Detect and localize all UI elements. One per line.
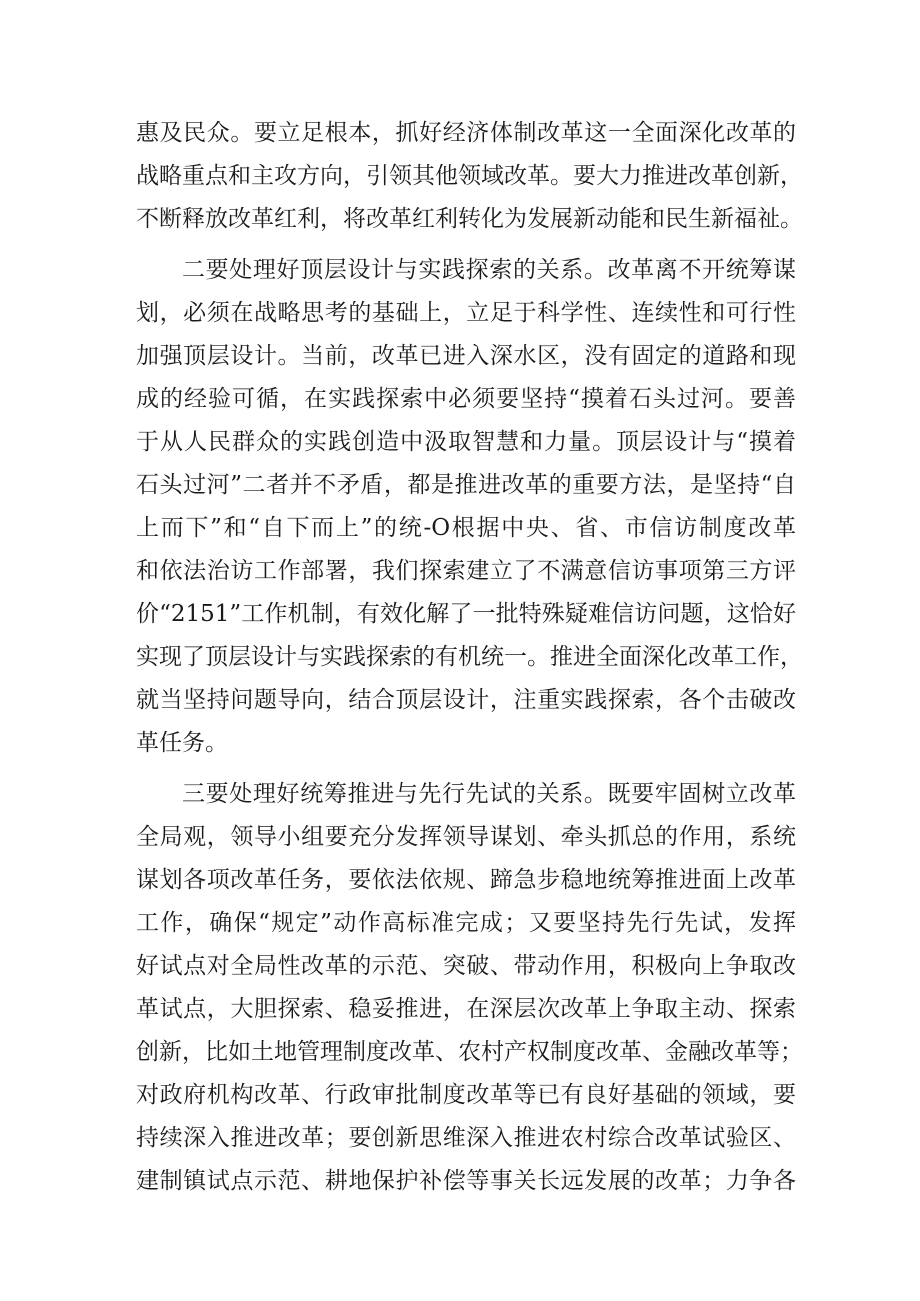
text-line: 持续深入推进改革；要创新思维深入推进农村综合改革试验区、 [136, 1125, 796, 1151]
text-line: 价“2151”工作机制，有效化解了一批特殊疑难信访问题，这恰好 [136, 601, 796, 627]
text-line: 三要处理好统筹推进与先行先试的关系。既要牢固树立改革 [182, 781, 796, 807]
text-line: 惠及民众。要立足根本，抓好经济体制改革这一全面深化改革的 [136, 120, 796, 146]
text-line: 创新，比如土地管理制度改革、农村产权制度改革、金融改革等； [136, 1039, 803, 1065]
text-line: 上而下”和“自下而上”的统-O根据中央、省、市信访制度改革 [136, 515, 796, 541]
text-line: 对政府机构改革、行政审批制度改革等已有良好基础的领域，要 [136, 1082, 796, 1108]
text-line: 加强顶层设计。当前，改革已进入深水区，没有固定的道路和现 [136, 343, 796, 369]
text-line: 石头过河”二者并不矛盾，都是推进改革的重要方法，是坚持“自 [136, 472, 796, 498]
text-line: 工作，确保“规定”动作高标准完成；又要坚持先行先试，发挥 [136, 910, 796, 936]
text-line: 和依法治访工作部署，我们探索建立了不满意信访事项第三方评 [136, 558, 796, 584]
text-line: 划，必须在战略思考的基础上，立足于科学性、连续性和可行性 [136, 300, 796, 326]
document-body [136, 112, 803, 1203]
text-line: 建制镇试点示范、耕地保护补偿等事关长远发展的改革；力争各 [136, 1168, 796, 1194]
text-line: 革试点，大胆探索、稳妥推进，在深层次改革上争取主动、探索 [136, 996, 796, 1022]
text-line: 二要处理好顶层设计与实践探索的关系。改革离不开统筹谋 [182, 257, 796, 283]
text-line: 全局观，领导小组要充分发挥领导谋划、牵头抓总的作用，系统 [136, 824, 796, 850]
text-line: 实现了顶层设计与实践探索的有机统一。推进全面深化改革工作， [136, 644, 803, 670]
text-line: 于从人民群众的实践创造中汲取智慧和力量。顶层设计与“摸着 [136, 429, 796, 455]
text-line: 成的经验可循，在实践探索中必须要坚持“摸着石头过河。要善 [136, 386, 796, 412]
text-line: 谋划各项改革任务，要依法依规、蹄急步稳地统筹推进面上改革 [136, 867, 796, 893]
text-line: 就当坚持问题导向，结合顶层设计，注重实践探索，各个击破改 [136, 687, 796, 713]
text-line: 不断释放改革红利，将改革红利转化为发展新动能和民生新福祉。 [136, 206, 803, 232]
text-line: 革任务。 [136, 730, 228, 756]
text-line: 好试点对全局性改革的示范、突破、带动作用，积极向上争取改 [136, 953, 796, 979]
text-line: 战略重点和主攻方向，引领其他领域改革。要大力推进改革创新， [136, 163, 803, 189]
